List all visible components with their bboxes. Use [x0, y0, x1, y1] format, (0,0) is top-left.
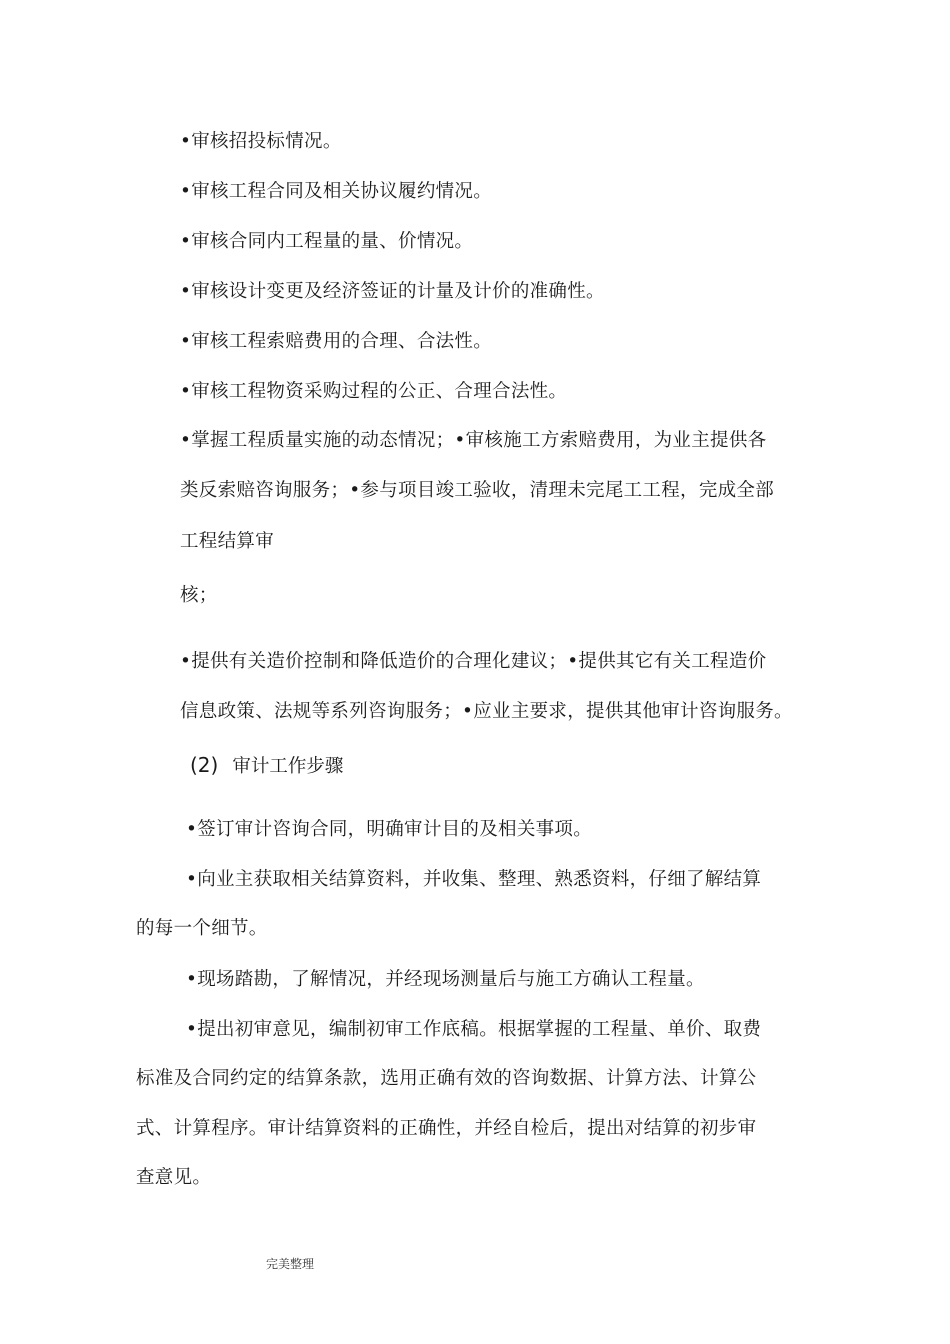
text-line: •审核设计变更及经济签证的计量及计价的准确性。 [180, 281, 605, 302]
footer-note: 完美整理 [266, 1257, 315, 1271]
step-line: •签订审计咨询合同，明确审计目的及相关事项。 [186, 819, 593, 840]
step-line: 标准及合同约定的结算条款，选用正确有效的咨询数据、计算方法、计算公 [136, 1068, 757, 1089]
text-line: •审核合同内工程量的量、价情况。 [180, 231, 474, 252]
step-line: 式、计算程序。审计结算资料的正确性，并经自检后，提出对结算的初步审 [136, 1118, 757, 1139]
text-line: 类反索赔咨询服务；•参与项目竣工验收，清理未完尾工工程，完成全部 [180, 480, 775, 501]
section-title: 审计工作步骤 [232, 756, 344, 777]
text-line: •审核工程合同及相关协议履约情况。 [180, 181, 493, 202]
section-heading [190, 753, 343, 779]
text-line: 核； [180, 585, 218, 606]
step-line: •现场踏勘，了解情况，并经现场测量后与施工方确认工程量。 [186, 969, 705, 990]
text-line: •掌握工程质量实施的动态情况；•审核施工方索赔费用，为业主提供各 [180, 430, 767, 451]
text-line: •提供有关造价控制和降低造价的合理化建议；•提供其它有关工程造价 [180, 651, 767, 672]
step-line: •提出初审意见，编制初审工作底稿。根据掌握的工程量、单价、取费 [186, 1019, 762, 1040]
step-line: 的每一个细节。 [136, 918, 268, 939]
step-line: •向业主获取相关结算资料，并收集、整理、熟悉资料，仔细了解结算 [186, 869, 762, 890]
section-number: (2) [190, 753, 219, 777]
text-line: •审核工程物资采购过程的公正、合理合法性。 [180, 381, 568, 402]
text-line: 工程结算审 [180, 531, 275, 552]
step-line: 查意见。 [136, 1167, 212, 1188]
text-line: •审核工程索赔费用的合理、合法性。 [180, 331, 493, 352]
text-line: •审核招投标情况。 [180, 131, 342, 152]
text-line: 信息政策、法规等系列咨询服务；•应业主要求，提供其他审计咨询服务。 [180, 701, 793, 722]
